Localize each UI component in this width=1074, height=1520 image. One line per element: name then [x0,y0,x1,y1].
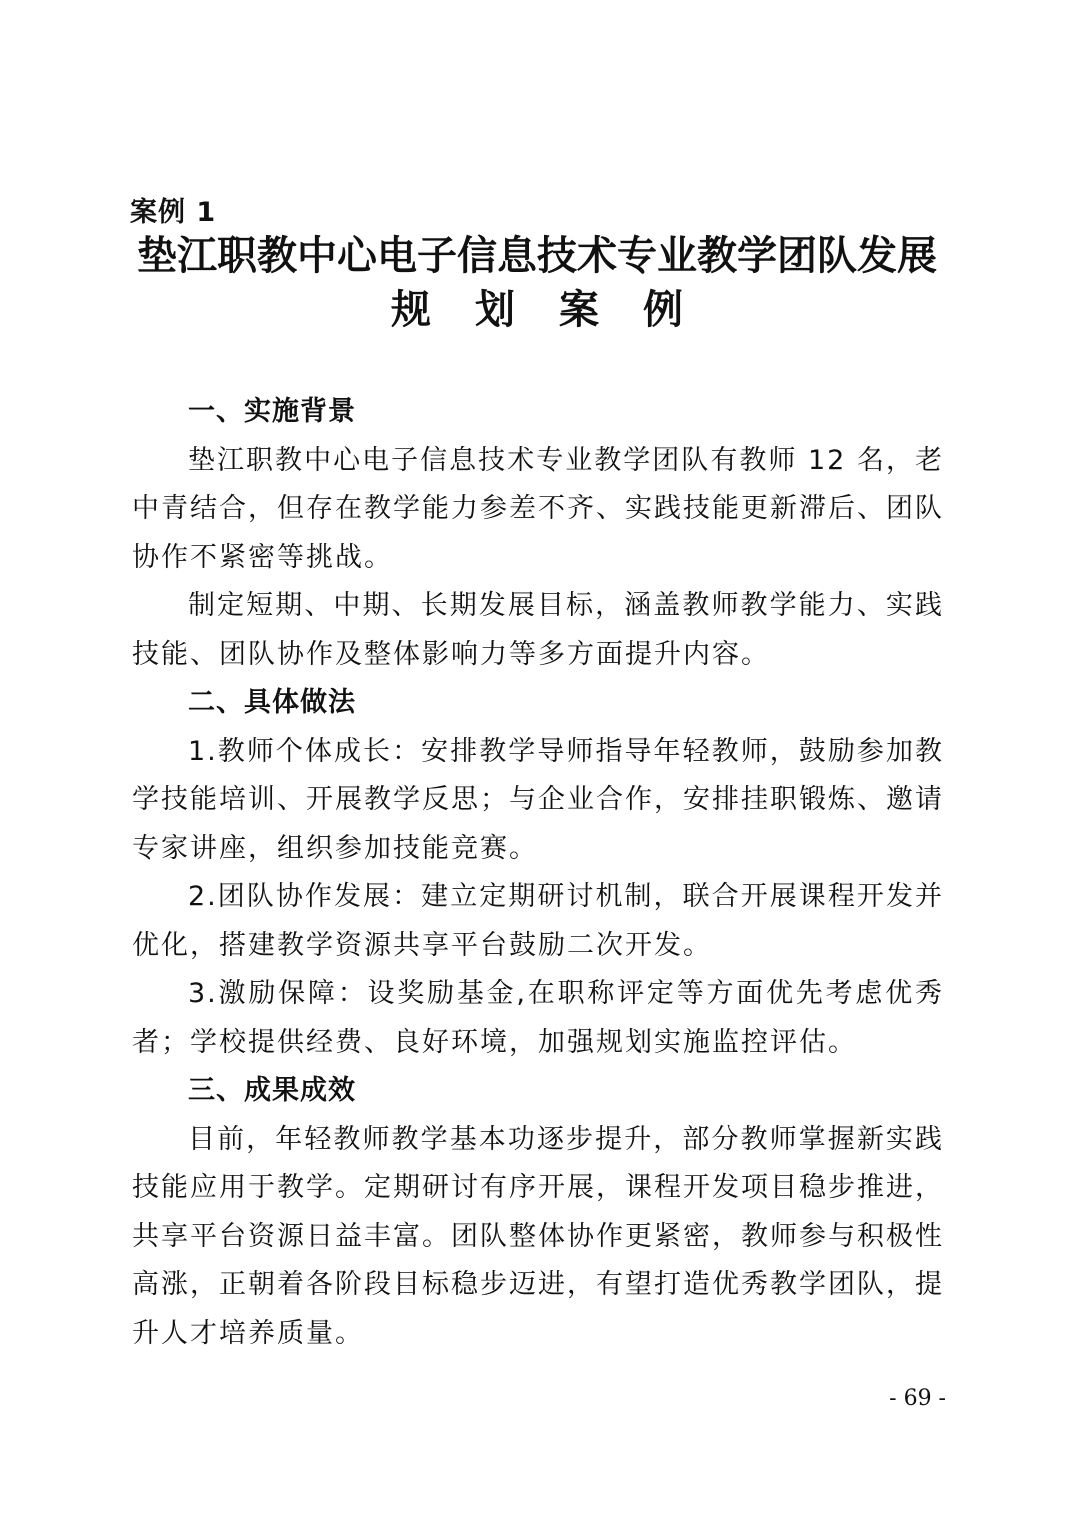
paragraph: 目前，年轻教师教学基本功逐步提升，部分教师掌握新实践技能应用于教学。定期研讨有序开展，课程开发项目稳步推进，共享平台资源日益丰富。团队整体协作更紧密，教师参与积极性高涨，正朝着各阶段目标稳步迈进，有望打造优秀教学团队，提升人才培养质量。 [132,1123,944,1349]
paragraph: 垫江职教中心电子信息技术专业教学团队有教师 12 名，老中青结合，但存在教学能力参差不齐、实践技能更新滞后、团队协作不紧密等挑战。 [132,444,944,573]
case-label: 案例 1 [130,197,217,228]
section-heading-practices: 二、具体做法 [188,687,356,718]
paragraph: 制定短期、中期、长期发展目标，涵盖教师教学能力、实践技能、团队协作及整体影响力等多方面提升内容。 [132,590,944,670]
document-title-line-1: 垫江职教中心电子信息技术专业教学团队发展 [137,232,937,279]
document-title-line-2: 规划案例 [391,286,727,333]
paragraph: 2.团队协作发展：建立定期研讨机制，联合开展课程开发并优化，搭建教学资源共享平台鼓励二次开发。 [132,881,944,961]
document-body [132,388,944,1358]
paragraph: 1.教师个体成长：安排教学导师指导年轻教师，鼓励参加教学技能培训、开展教学反思；与企业合作，安排挂职锻炼、邀请专家讲座，组织参加技能竞赛。 [132,735,944,864]
paragraph: 3.激励保障：设奖励基金,在职称评定等方面优先考虑优秀者；学校提供经费、良好环境，加强规划实施监控评估。 [132,978,944,1058]
section-heading-background: 一、实施背景 [188,396,356,427]
section-heading-results: 三、成果成效 [188,1075,356,1106]
page-number: - 69 - [889,1386,946,1411]
